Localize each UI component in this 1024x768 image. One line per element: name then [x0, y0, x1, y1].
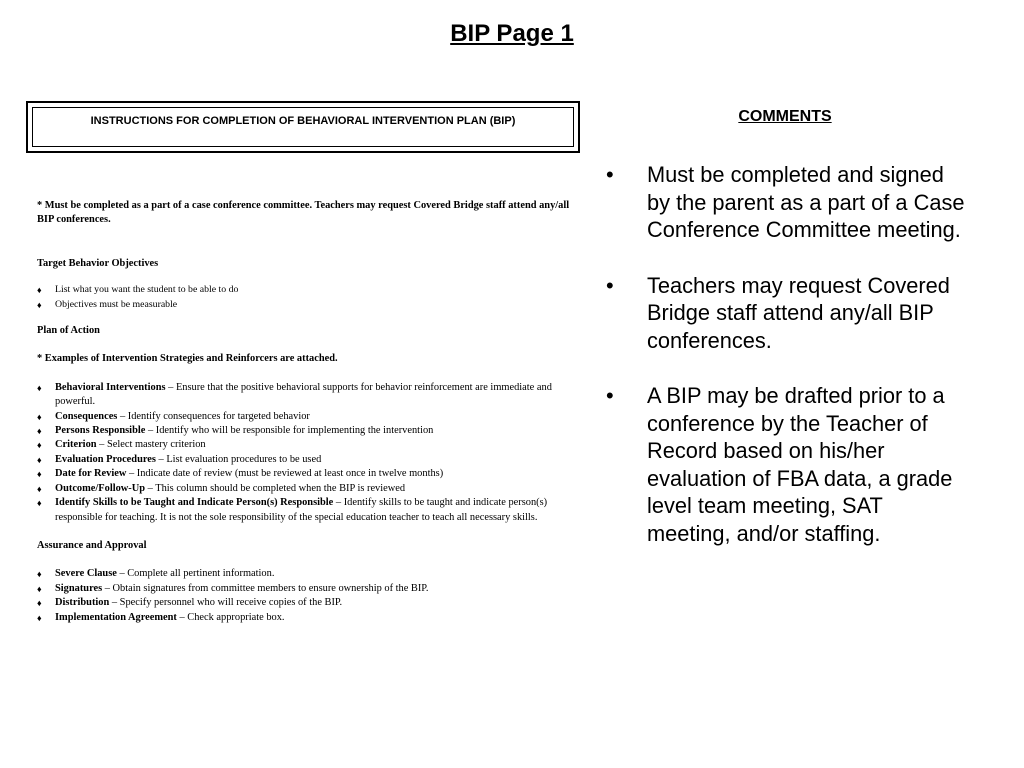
comments-list: [606, 161, 966, 575]
comment-item: [606, 272, 966, 355]
list-item: ♦ List what you want the student to be able to do: [37, 283, 577, 297]
committee-note: * Must be completed as a part of a case conference committee. Teachers may request Covered Bridge staff attend any/all BIP conferences.: [37, 200, 570, 226]
list-item: [37, 467, 577, 481]
instructions-header: INSTRUCTIONS FOR COMPLETION OF BEHAVIORAL INTERVENTION PLAN (BIP): [90, 115, 516, 127]
item-separator: –: [109, 597, 120, 609]
assurance-title: Assurance and Approval: [37, 539, 147, 551]
item-term: Evaluation Procedures: [55, 453, 156, 465]
item-term: Criterion: [55, 439, 97, 451]
item-term: Date for Review: [55, 468, 127, 480]
bullet-icon: •: [606, 162, 614, 187]
comment-item: [606, 382, 966, 547]
item-description: This column should be completed when the BIP is reviewed: [155, 482, 406, 494]
comments-title: COMMENTS: [738, 108, 832, 125]
plan-of-action-list: [37, 381, 577, 525]
list-item: [37, 438, 577, 452]
item-description: Obtain signatures from committee members to ensure ownership of the BIP.: [112, 582, 429, 594]
item-separator: –: [96, 439, 107, 451]
list-item: [37, 453, 577, 467]
item-separator: –: [176, 611, 188, 623]
item-term: Implementation Agreement: [55, 611, 177, 623]
item-description: Indicate date of review (must be reviewed at least once in twelve months): [136, 468, 444, 480]
list-item: [37, 381, 577, 410]
item-separator: –: [165, 381, 176, 393]
assurance-list: [37, 567, 577, 625]
item-description: List evaluation procedures to be used: [166, 453, 322, 465]
page-title: BIP Page 1: [450, 20, 574, 47]
item-term: Severe Clause: [55, 568, 117, 580]
instructions-document: [37, 199, 577, 625]
comment-text: A BIP may be drafted prior to a conference by the Teacher of Record based on his/her evaluation of FBA data, a grade level team meeting, SAT meeting, and/or staffing.: [647, 383, 953, 546]
item-separator: –: [155, 453, 167, 465]
item-description: Ensure that the positive behavioral supports for behavior reinforcement are immediate and powerful.: [55, 381, 552, 408]
list-item: [37, 567, 577, 581]
item-term: Outcome/Follow-Up: [55, 482, 146, 494]
item-description: Identify consequences for targeted behavior: [127, 410, 310, 422]
item-term: Signatures: [55, 582, 103, 594]
plan-of-action-note: * Examples of Intervention Strategies and Reinforcers are attached.: [37, 353, 338, 365]
list-item: [37, 582, 577, 596]
list-item: [37, 496, 577, 525]
instructions-header-box: [26, 101, 580, 153]
item-description: Check appropriate box.: [187, 611, 285, 623]
plan-of-action-title: Plan of Action: [37, 325, 100, 337]
instructions-header-inner-border: [32, 107, 574, 147]
item-term: Identify Skills to be Taught and Indicate Person(s) Responsible: [55, 497, 334, 509]
item-term: Distribution: [55, 597, 110, 609]
comment-text: Teachers may request Covered Bridge staff attend any/all BIP conferences.: [647, 272, 950, 353]
item-separator: –: [145, 425, 156, 437]
list-item: [37, 410, 577, 424]
list-item: [37, 611, 577, 625]
comment-item: [606, 161, 966, 244]
list-item: [37, 596, 577, 610]
item-description: Select mastery criterion: [106, 439, 206, 451]
item-separator: –: [116, 568, 128, 580]
item-description: Complete all pertinent information.: [127, 568, 275, 580]
item-separator: –: [333, 497, 344, 509]
item-description: Identify who will be responsible for implementing the intervention: [155, 425, 434, 437]
target-behavior-list: [37, 283, 577, 312]
item-term: Behavioral Interventions: [55, 381, 166, 393]
item-separator: –: [126, 468, 137, 480]
item-separator: –: [117, 410, 128, 422]
list-item: [37, 424, 577, 438]
list-item: ♦ Objectives must be measurable: [37, 298, 577, 312]
item-description: Identify skills to be taught and indicate person(s) responsible for teaching. It is not the sole responsibility of the special education teacher to teach all necessary skills.: [55, 497, 548, 523]
item-separator: –: [102, 582, 113, 594]
list-item: [37, 482, 577, 496]
item-description: Specify personnel who will receive copies of the BIP.: [119, 597, 343, 609]
comment-text: Must be completed and signed by the parent as a part of a Case Conference Committee meeting.: [647, 162, 965, 242]
item-separator: –: [145, 482, 156, 494]
bullet-icon: •: [606, 383, 614, 408]
item-term: Consequences: [55, 410, 118, 422]
bullet-icon: •: [606, 272, 614, 298]
target-behavior-title: Target Behavior Objectives: [37, 257, 159, 269]
item-term: Persons Responsible: [55, 425, 146, 437]
